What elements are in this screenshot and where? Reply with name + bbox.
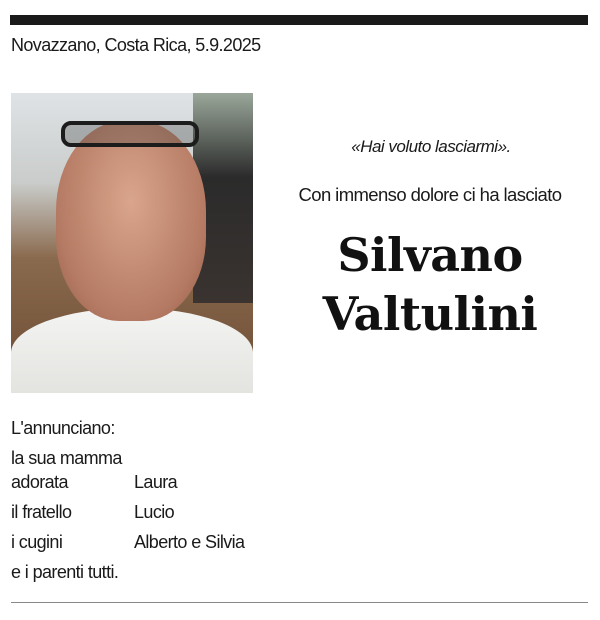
- deceased-last-name: Valtulini: [322, 287, 538, 341]
- top-rule: [10, 15, 588, 25]
- relative-name: Lucio: [134, 502, 175, 522]
- quote: «Hai voluto lasciarmi».: [351, 137, 511, 156]
- relation: adorata: [11, 472, 68, 492]
- bottom-rule: [11, 602, 588, 603]
- announcers-heading: L'annunciano:: [11, 418, 115, 438]
- relation: il fratello: [11, 502, 72, 522]
- relation: e i parenti tutti.: [11, 562, 119, 582]
- relative-name: Alberto e Silvia: [134, 532, 245, 552]
- relative-name: Laura: [134, 472, 178, 492]
- location-date: Novazzano, Costa Rica, 5.9.2025: [11, 35, 261, 55]
- relation: i cugini: [11, 532, 63, 552]
- relation: la sua mamma: [11, 448, 122, 468]
- deceased-first-name: Silvano: [337, 228, 523, 282]
- intro-text: Con immenso dolore ci ha lasciato: [298, 184, 562, 205]
- portrait-photo: [11, 93, 253, 393]
- photo-glasses: [61, 121, 199, 147]
- photo-face: [56, 121, 206, 321]
